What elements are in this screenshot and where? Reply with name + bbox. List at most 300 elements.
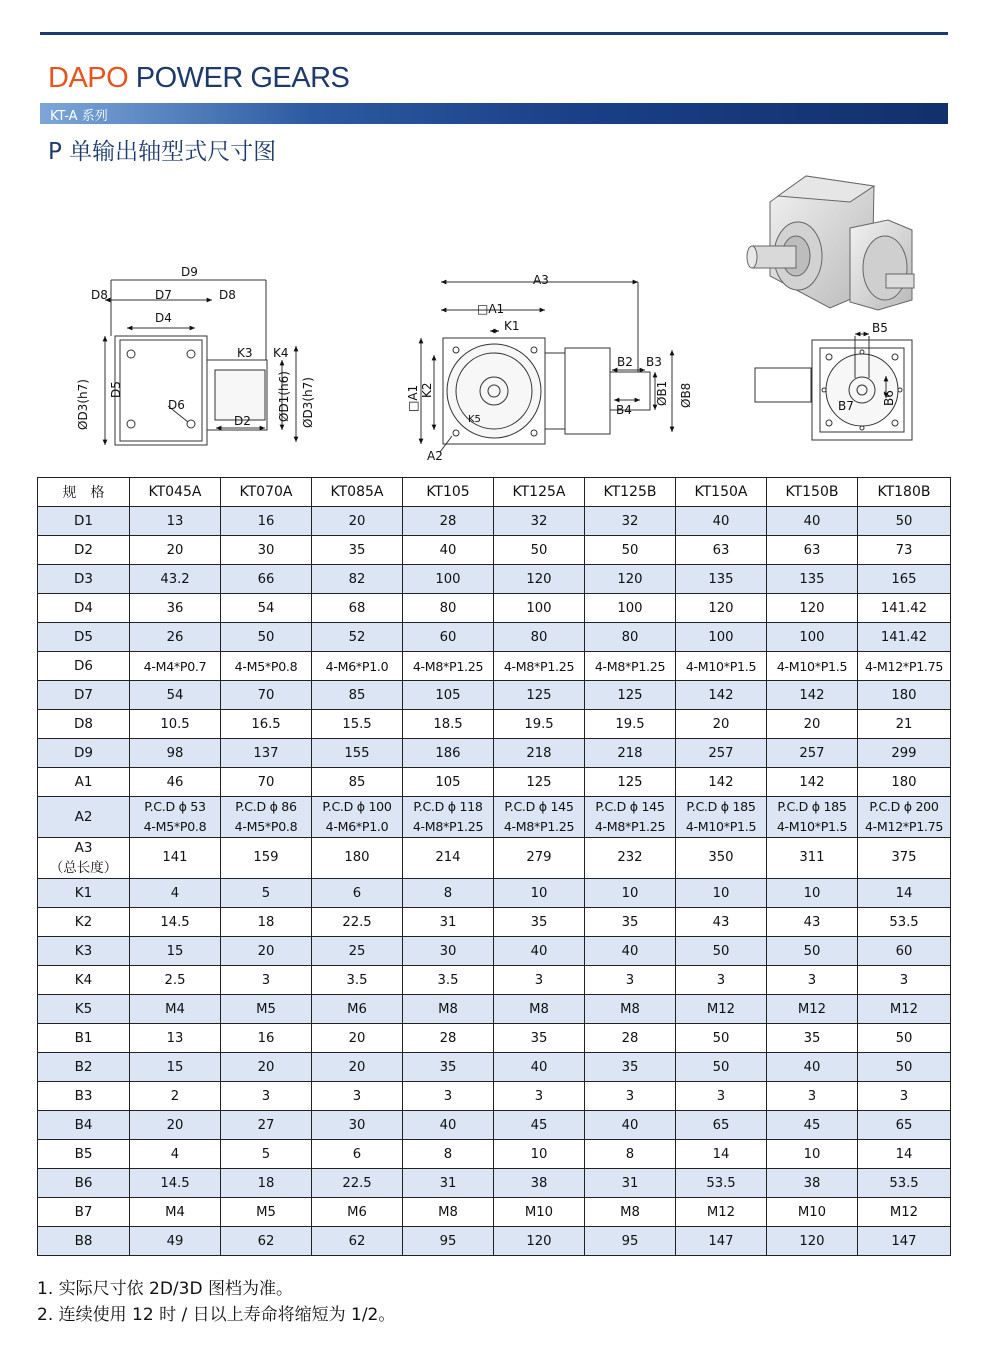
table-row xyxy=(38,739,951,768)
table-cell: 35 xyxy=(312,536,403,565)
label-b6: B6 xyxy=(882,390,896,406)
row-label: B2 xyxy=(38,1053,130,1082)
label-b5: B5 xyxy=(872,321,888,335)
thread-line: 4-M12*P1.75 xyxy=(864,819,944,834)
header-cell-model: KT085A xyxy=(312,478,403,507)
table-cell: 50 xyxy=(585,536,676,565)
label-d7: D7 xyxy=(155,288,172,302)
table-row xyxy=(38,908,951,937)
table-row xyxy=(38,937,951,966)
table-cell: 180 xyxy=(312,838,403,879)
table-cell: 2 xyxy=(130,1082,221,1111)
table-cell: 100 xyxy=(494,594,585,623)
row-label: B7 xyxy=(38,1198,130,1227)
table-row xyxy=(38,536,951,565)
table-cell: 350 xyxy=(676,838,767,879)
table-cell: 4 xyxy=(130,1140,221,1169)
table-cell: 155 xyxy=(312,739,403,768)
table-cell: M12 xyxy=(858,1198,951,1227)
table-cell: 63 xyxy=(767,536,858,565)
table-cell: M10 xyxy=(494,1198,585,1227)
table-cell: 142 xyxy=(676,768,767,797)
table-row xyxy=(38,565,951,594)
pcd-line: P.C.D ϕ 53 xyxy=(144,799,206,814)
row-label: D8 xyxy=(38,710,130,739)
table-cell xyxy=(130,797,221,838)
table-cell: 3 xyxy=(221,1082,312,1111)
label-d1: ØD1(h6) xyxy=(277,371,291,422)
row-label: K3 xyxy=(38,937,130,966)
label-k5: K5 xyxy=(468,414,481,425)
row-label: A1 xyxy=(38,768,130,797)
table-cell: M12 xyxy=(676,1198,767,1227)
table-row xyxy=(38,1111,951,1140)
table-cell: 15 xyxy=(130,1053,221,1082)
table-cell: M8 xyxy=(403,995,494,1024)
table-cell: 60 xyxy=(403,623,494,652)
table-row xyxy=(38,1053,951,1082)
table-cell: 16.5 xyxy=(221,710,312,739)
table-cell: 18 xyxy=(221,908,312,937)
table-cell: 28 xyxy=(403,1024,494,1053)
header-cell-model: KT125A xyxy=(494,478,585,507)
notes xyxy=(37,1276,395,1328)
table-cell: 14.5 xyxy=(130,908,221,937)
table-cell xyxy=(494,797,585,838)
table-cell xyxy=(403,797,494,838)
table-cell: 70 xyxy=(221,681,312,710)
table-cell: 10 xyxy=(494,879,585,908)
table-cell: 27 xyxy=(221,1111,312,1140)
label-a3: A3 xyxy=(533,273,549,287)
label-d3: ØD3(h7) xyxy=(76,379,90,430)
table-cell: 63 xyxy=(676,536,767,565)
table-row xyxy=(38,710,951,739)
table-cell: 31 xyxy=(403,1169,494,1198)
table-cell: 120 xyxy=(494,1227,585,1256)
table-cell: M8 xyxy=(585,1198,676,1227)
table-cell: 4-M12*P1.75 xyxy=(858,652,951,681)
row-label: A2 xyxy=(38,797,130,838)
table-cell: 135 xyxy=(767,565,858,594)
table-cell: 159 xyxy=(221,838,312,879)
table-cell: 10 xyxy=(676,879,767,908)
table-cell: 3 xyxy=(767,1082,858,1111)
row-label: D6 xyxy=(38,652,130,681)
brand-power-gears: POWER GEARS xyxy=(135,62,350,94)
table-row xyxy=(38,1227,951,1256)
table-cell: 50 xyxy=(221,623,312,652)
label-k2: K2 xyxy=(420,382,434,398)
table-cell xyxy=(767,797,858,838)
table-cell: 43 xyxy=(767,908,858,937)
row-label: D2 xyxy=(38,536,130,565)
table-row xyxy=(38,768,951,797)
table-cell: 30 xyxy=(221,536,312,565)
thread-line: 4-M5*P0.8 xyxy=(143,819,207,834)
table-row xyxy=(38,1198,951,1227)
table-cell: 31 xyxy=(403,908,494,937)
row-label: D7 xyxy=(38,681,130,710)
table-cell: 141.42 xyxy=(858,594,951,623)
table-cell: 53.5 xyxy=(676,1169,767,1198)
thread-line: 4-M8*P1.25 xyxy=(503,819,575,834)
table-cell: 53.5 xyxy=(858,1169,951,1198)
table-row-a3 xyxy=(38,838,951,879)
table-cell: M12 xyxy=(767,995,858,1024)
table-cell: 165 xyxy=(858,565,951,594)
table-cell: 120 xyxy=(585,565,676,594)
table-cell: 3 xyxy=(312,1082,403,1111)
table-cell: 125 xyxy=(494,768,585,797)
table-row xyxy=(38,652,951,681)
table-cell: 73 xyxy=(858,536,951,565)
table-cell: 15 xyxy=(130,937,221,966)
table-cell: 18.5 xyxy=(403,710,494,739)
table-cell: 4-M8*P1.25 xyxy=(585,652,676,681)
table-cell: 82 xyxy=(312,565,403,594)
table-cell: 35 xyxy=(494,908,585,937)
table-cell: 65 xyxy=(858,1111,951,1140)
table-cell: 13 xyxy=(130,507,221,536)
label-a2: A2 xyxy=(427,449,443,463)
table-cell: M4 xyxy=(130,1198,221,1227)
header-cell-model: KT180B xyxy=(858,478,951,507)
rear-view xyxy=(755,334,912,440)
row-label: D5 xyxy=(38,623,130,652)
pcd-line: P.C.D ϕ 185 xyxy=(686,799,756,814)
table-cell: 299 xyxy=(858,739,951,768)
table-row xyxy=(38,1082,951,1111)
table-row xyxy=(38,1140,951,1169)
table-cell: 20 xyxy=(221,937,312,966)
table-cell: 62 xyxy=(312,1227,403,1256)
table-cell: 120 xyxy=(767,1227,858,1256)
table-cell: 147 xyxy=(676,1227,767,1256)
row-label: B8 xyxy=(38,1227,130,1256)
table-row xyxy=(38,1169,951,1198)
table-row xyxy=(38,623,951,652)
table-cell: 100 xyxy=(585,594,676,623)
table-cell: 40 xyxy=(403,536,494,565)
table-cell xyxy=(676,797,767,838)
table-cell: 14 xyxy=(676,1140,767,1169)
table-cell: 28 xyxy=(403,507,494,536)
table-cell: 35 xyxy=(585,908,676,937)
row-label: K2 xyxy=(38,908,130,937)
table-cell: 40 xyxy=(767,507,858,536)
table-cell: M8 xyxy=(403,1198,494,1227)
table-cell: 14 xyxy=(858,1140,951,1169)
pcd-line: P.C.D ϕ 145 xyxy=(504,799,574,814)
table-cell: 3.5 xyxy=(312,966,403,995)
table-cell: 53.5 xyxy=(858,908,951,937)
label-b1: ØB1 xyxy=(655,380,669,406)
table-cell: 54 xyxy=(221,594,312,623)
table-cell: 46 xyxy=(130,768,221,797)
table-cell: 45 xyxy=(494,1111,585,1140)
table-cell: M8 xyxy=(585,995,676,1024)
thread-line: 4-M5*P0.8 xyxy=(234,819,298,834)
table-cell: 14.5 xyxy=(130,1169,221,1198)
table-row xyxy=(38,966,951,995)
top-rule xyxy=(40,32,948,35)
table-cell: 3 xyxy=(585,966,676,995)
table-cell: 4-M10*P1.5 xyxy=(767,652,858,681)
table-cell: 10.5 xyxy=(130,710,221,739)
table-header-row xyxy=(38,478,951,507)
table-cell: 4 xyxy=(130,879,221,908)
table-cell: 80 xyxy=(494,623,585,652)
table-cell xyxy=(858,797,951,838)
table-cell: 10 xyxy=(585,879,676,908)
label-d8b: D8 xyxy=(219,288,236,302)
row-label: B5 xyxy=(38,1140,130,1169)
table-cell: M4 xyxy=(130,995,221,1024)
table-cell: 85 xyxy=(312,681,403,710)
table-cell: 30 xyxy=(312,1111,403,1140)
table-cell: 3 xyxy=(676,1082,767,1111)
note-1: 1. 实际尺寸依 2D/3D 图档为准。 xyxy=(37,1279,293,1299)
table-cell: 3 xyxy=(676,966,767,995)
brand-title xyxy=(48,62,349,95)
label-b4: B4 xyxy=(616,403,632,417)
row-label: B4 xyxy=(38,1111,130,1140)
header-cell-model: KT045A xyxy=(130,478,221,507)
table-cell: 180 xyxy=(858,768,951,797)
label-k4: K4 xyxy=(273,346,289,360)
table-cell: 38 xyxy=(767,1169,858,1198)
table-cell: 20 xyxy=(221,1053,312,1082)
table-cell: 40 xyxy=(585,937,676,966)
table-cell: 65 xyxy=(676,1111,767,1140)
table-cell: 62 xyxy=(221,1227,312,1256)
table-cell: 50 xyxy=(676,937,767,966)
table-cell: 10 xyxy=(767,879,858,908)
header-cell-model: KT125B xyxy=(585,478,676,507)
brand-dapo: DAPO xyxy=(48,62,129,94)
table-cell: 22.5 xyxy=(312,1169,403,1198)
table-cell: 3 xyxy=(585,1082,676,1111)
table-cell: 218 xyxy=(585,739,676,768)
table-cell: 3 xyxy=(403,1082,494,1111)
table-cell: 4-M10*P1.5 xyxy=(676,652,767,681)
table-cell: 147 xyxy=(858,1227,951,1256)
table-cell: 49 xyxy=(130,1227,221,1256)
series-label: KT-A 系列 xyxy=(50,109,108,124)
table-cell: 3 xyxy=(767,966,858,995)
front-view xyxy=(421,282,672,452)
table-cell: 2.5 xyxy=(130,966,221,995)
table-cell: 3 xyxy=(858,1082,951,1111)
table-cell: 40 xyxy=(676,507,767,536)
label-a1: □A1 xyxy=(477,302,505,316)
table-row xyxy=(38,1024,951,1053)
table-cell: 32 xyxy=(494,507,585,536)
label-d4: D4 xyxy=(155,311,172,325)
pcd-line: P.C.D ϕ 100 xyxy=(322,799,392,814)
table-cell: 45 xyxy=(767,1111,858,1140)
table-cell: 3 xyxy=(221,966,312,995)
table-cell: 36 xyxy=(130,594,221,623)
row-label: K4 xyxy=(38,966,130,995)
label-d3b: ØD3(h7) xyxy=(301,377,315,428)
table-cell: 68 xyxy=(312,594,403,623)
table-cell: 50 xyxy=(858,1024,951,1053)
table-cell: 31 xyxy=(585,1169,676,1198)
table-cell: 43 xyxy=(676,908,767,937)
table-cell: 120 xyxy=(494,565,585,594)
table-cell: 8 xyxy=(585,1140,676,1169)
table-cell: 20 xyxy=(130,536,221,565)
label-d9: D9 xyxy=(181,265,198,279)
table-cell: 4-M4*P0.7 xyxy=(130,652,221,681)
table-cell: 257 xyxy=(676,739,767,768)
table-cell: 54 xyxy=(130,681,221,710)
table-cell: 100 xyxy=(676,623,767,652)
table-row-a2 xyxy=(38,797,951,838)
label-k1: K1 xyxy=(504,319,520,333)
table-cell: 8 xyxy=(403,1140,494,1169)
pcd-line: P.C.D ϕ 145 xyxy=(595,799,665,814)
table-cell: 50 xyxy=(676,1024,767,1053)
table-cell: 40 xyxy=(403,1111,494,1140)
table-cell: 142 xyxy=(767,768,858,797)
pcd-line: P.C.D ϕ 86 xyxy=(235,799,297,814)
table-cell: 141 xyxy=(130,838,221,879)
label-d2: D2 xyxy=(234,414,251,428)
table-cell: M5 xyxy=(221,1198,312,1227)
table-cell: 4-M6*P1.0 xyxy=(312,652,403,681)
row-label: B6 xyxy=(38,1169,130,1198)
table-cell: 38 xyxy=(494,1169,585,1198)
header-cell-model: KT150B xyxy=(767,478,858,507)
table-cell: 20 xyxy=(130,1111,221,1140)
table-cell: M6 xyxy=(312,1198,403,1227)
table-cell: 26 xyxy=(130,623,221,652)
table-cell: 20 xyxy=(767,710,858,739)
row-label: D9 xyxy=(38,739,130,768)
row-label xyxy=(38,838,130,879)
table-cell: 35 xyxy=(585,1053,676,1082)
thread-line: 4-M8*P1.25 xyxy=(594,819,666,834)
page-title: P 单输出轴型式尺寸图 xyxy=(48,139,277,165)
table-cell: M5 xyxy=(221,995,312,1024)
header-cell-spec: 规 格 xyxy=(38,478,130,507)
table-cell: 30 xyxy=(403,937,494,966)
label-a1-vertical: □A1 xyxy=(406,384,420,412)
table-cell: 8 xyxy=(403,879,494,908)
table-cell: 50 xyxy=(676,1053,767,1082)
table-cell: 50 xyxy=(858,1053,951,1082)
table-cell: 70 xyxy=(221,768,312,797)
table-cell: 20 xyxy=(676,710,767,739)
table-cell: 95 xyxy=(585,1227,676,1256)
table-cell: 141.42 xyxy=(858,623,951,652)
table-cell: 50 xyxy=(494,536,585,565)
side-view xyxy=(105,280,296,445)
note-2: 2. 连续使用 12 时 / 日以上寿命将缩短为 1/2。 xyxy=(37,1305,396,1325)
table-cell: 95 xyxy=(403,1227,494,1256)
thread-line: 4-M10*P1.5 xyxy=(776,819,848,834)
table-cell: 3 xyxy=(494,1082,585,1111)
table-cell: 100 xyxy=(403,565,494,594)
table-cell: 6 xyxy=(312,879,403,908)
table-cell: 20 xyxy=(312,507,403,536)
row-label: D4 xyxy=(38,594,130,623)
pcd-line: P.C.D ϕ 200 xyxy=(869,799,939,814)
table-cell: 40 xyxy=(494,1053,585,1082)
spec-table-body xyxy=(38,478,951,1256)
table-cell: 125 xyxy=(585,681,676,710)
table-cell: M10 xyxy=(767,1198,858,1227)
table-cell: 3 xyxy=(858,966,951,995)
pcd-line: P.C.D ϕ 118 xyxy=(413,799,483,814)
row-label: D1 xyxy=(38,507,130,536)
table-cell: 50 xyxy=(858,507,951,536)
table-cell: 21 xyxy=(858,710,951,739)
table-cell: 137 xyxy=(221,739,312,768)
table-row xyxy=(38,995,951,1024)
label-d6: D6 xyxy=(168,398,185,412)
table-cell: M12 xyxy=(858,995,951,1024)
row-label: D3 xyxy=(38,565,130,594)
table-cell: 80 xyxy=(585,623,676,652)
table-cell: 13 xyxy=(130,1024,221,1053)
table-cell: 4-M5*P0.8 xyxy=(221,652,312,681)
table-cell: 125 xyxy=(585,768,676,797)
table-cell: 98 xyxy=(130,739,221,768)
table-cell: M8 xyxy=(494,995,585,1024)
table-cell xyxy=(221,797,312,838)
table-cell: 3.5 xyxy=(403,966,494,995)
row-label-line: （总长度） xyxy=(49,860,118,876)
table-cell: 35 xyxy=(767,1024,858,1053)
table-cell: 20 xyxy=(312,1024,403,1053)
table-cell: 100 xyxy=(767,623,858,652)
table-cell: 50 xyxy=(767,937,858,966)
table-cell: 6 xyxy=(312,1140,403,1169)
table-cell: 20 xyxy=(312,1053,403,1082)
table-cell: 16 xyxy=(221,507,312,536)
table-cell: 40 xyxy=(585,1111,676,1140)
thread-line: 4-M6*P1.0 xyxy=(325,819,389,834)
label-b3: B3 xyxy=(646,355,662,369)
header-cell-model: KT070A xyxy=(221,478,312,507)
table-row xyxy=(38,681,951,710)
table-cell: 311 xyxy=(767,838,858,879)
table-cell: 25 xyxy=(312,937,403,966)
table-cell xyxy=(585,797,676,838)
row-label: B1 xyxy=(38,1024,130,1053)
table-cell: 4-M8*P1.25 xyxy=(494,652,585,681)
table-cell: 43.2 xyxy=(130,565,221,594)
table-cell: 19.5 xyxy=(494,710,585,739)
label-b2: B2 xyxy=(617,355,633,369)
table-cell: 16 xyxy=(221,1024,312,1053)
table-cell: 105 xyxy=(403,681,494,710)
table-cell: 218 xyxy=(494,739,585,768)
header-cell-model: KT105 xyxy=(403,478,494,507)
table-cell: 10 xyxy=(767,1140,858,1169)
table-cell: 142 xyxy=(676,681,767,710)
header-cell-model: KT150A xyxy=(676,478,767,507)
table-cell: 279 xyxy=(494,838,585,879)
table-cell: 120 xyxy=(676,594,767,623)
table-cell: 5 xyxy=(221,1140,312,1169)
table-cell: M6 xyxy=(312,995,403,1024)
table-cell: 60 xyxy=(858,937,951,966)
